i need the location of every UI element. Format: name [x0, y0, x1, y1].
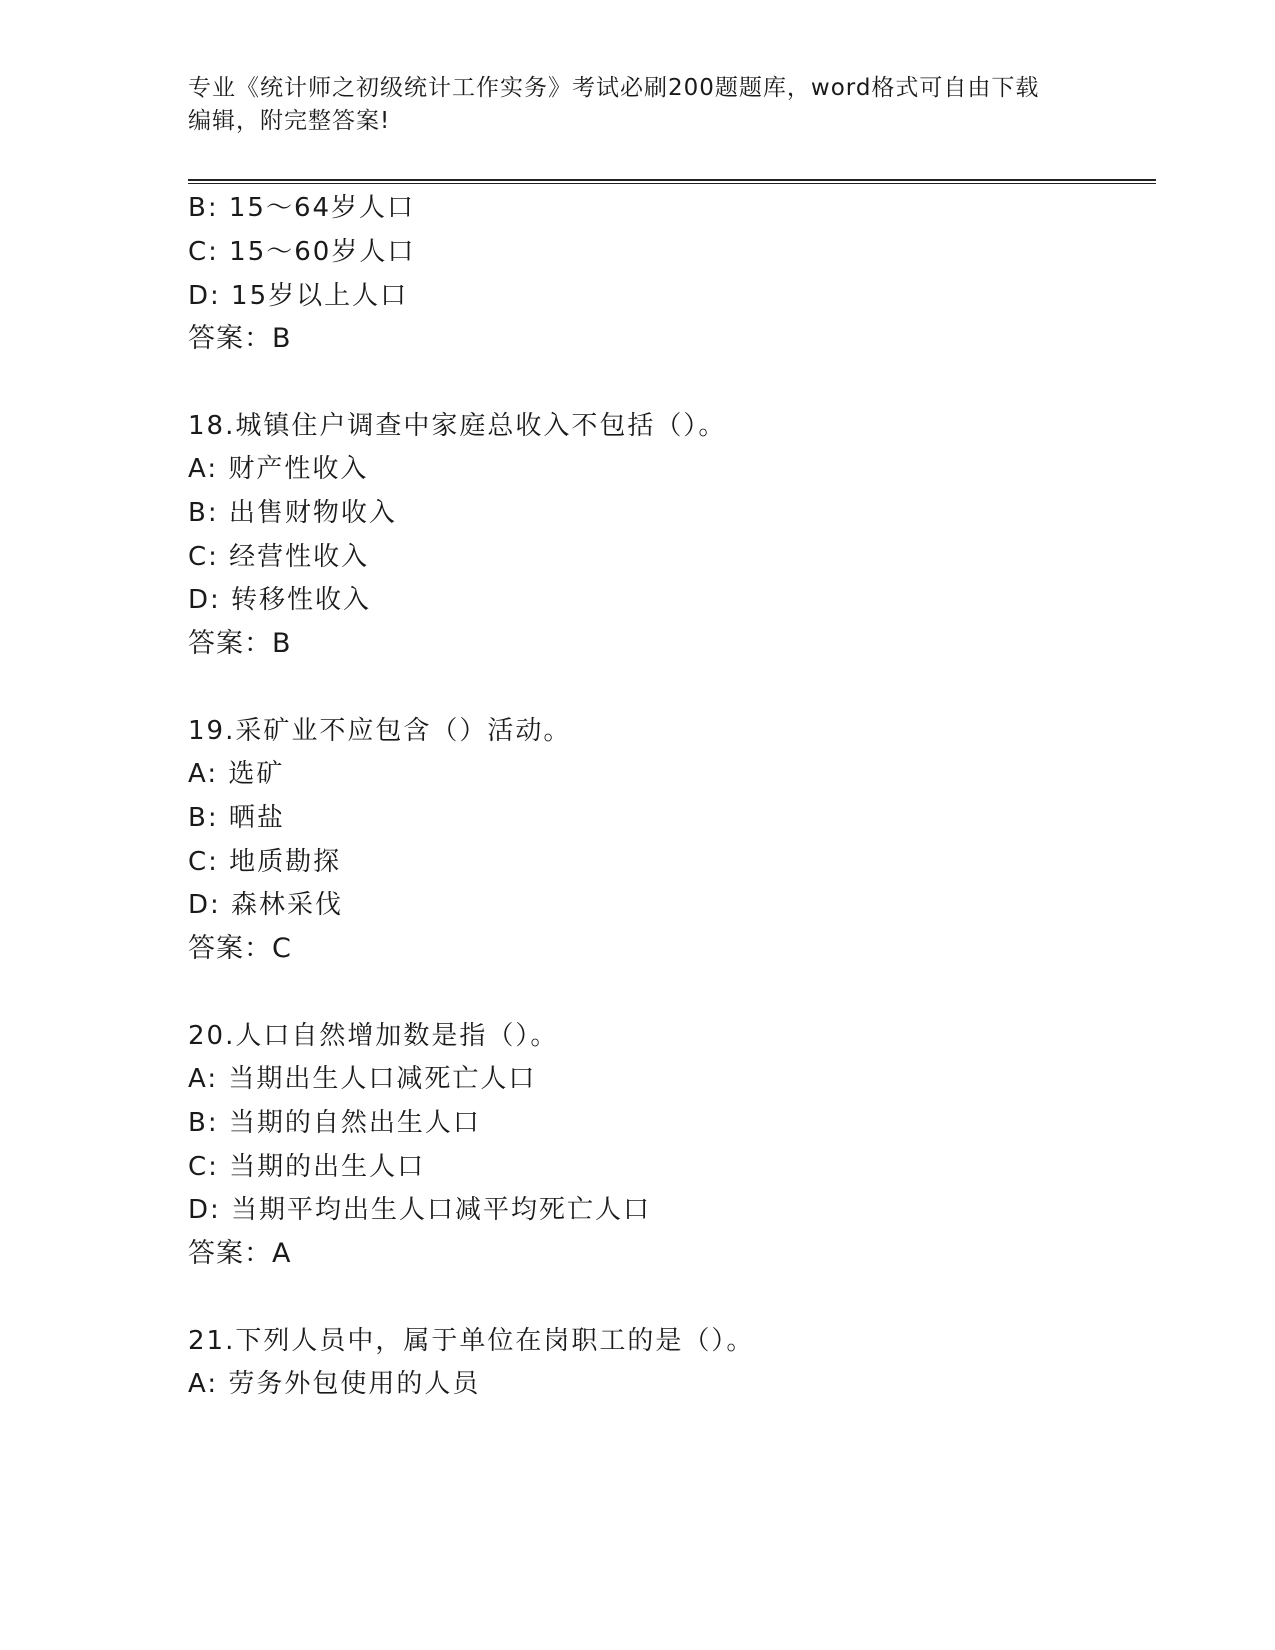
q18-option-c: C: 经营性收入: [188, 542, 370, 572]
q19-option-c: C: 地质勘探: [188, 847, 342, 877]
q17-option-c: C: 15～60岁人口: [188, 237, 416, 267]
q18-option-a: A: 财产性收入: [188, 454, 369, 484]
q17-option-d: D: 15岁以上人口: [188, 281, 409, 311]
document-header: [188, 72, 1088, 138]
q20-option-d: D: 当期平均出生人口减平均死亡人口: [188, 1195, 652, 1225]
q19-question: 19.采矿业不应包含（）活动。: [188, 716, 572, 746]
q19-answer: 答案：C: [188, 933, 292, 964]
q17-option-b: B: 15～64岁人口: [188, 193, 416, 223]
q21-question: 21.下列人员中，属于单位在岗职工的是（）。: [188, 1326, 755, 1356]
q17-answer: 答案：B: [188, 323, 292, 354]
q18-option-d: D: 转移性收入: [188, 585, 372, 615]
q18-question: 18.城镇住户调查中家庭总收入不包括（）。: [188, 411, 727, 441]
q20-answer: 答案：A: [188, 1238, 292, 1269]
header-divider: [188, 179, 1156, 184]
q20-option-c: C: 当期的出生人口: [188, 1152, 426, 1182]
header-title-line-2: 编辑，附完整答案!: [188, 108, 391, 134]
q19-option-b: B: 晒盐: [188, 803, 285, 833]
q20-option-b: B: 当期的自然出生人口: [188, 1108, 481, 1138]
q18-option-b: B: 出售财物收入: [188, 498, 397, 528]
q20-option-a: A: 当期出生人口减死亡人口: [188, 1064, 537, 1094]
q20-question: 20.人口自然增加数是指（）。: [188, 1021, 559, 1051]
q21-option-a: A: 劳务外包使用的人员: [188, 1369, 481, 1399]
q18-answer: 答案：B: [188, 628, 292, 659]
q19-option-d: D: 森林采伐: [188, 890, 344, 920]
q19-option-a: A: 选矿: [188, 759, 285, 789]
header-title-line-1: 专业《统计师之初级统计工作实务》考试必刷200题题库，word格式可自由下载: [188, 75, 1040, 101]
